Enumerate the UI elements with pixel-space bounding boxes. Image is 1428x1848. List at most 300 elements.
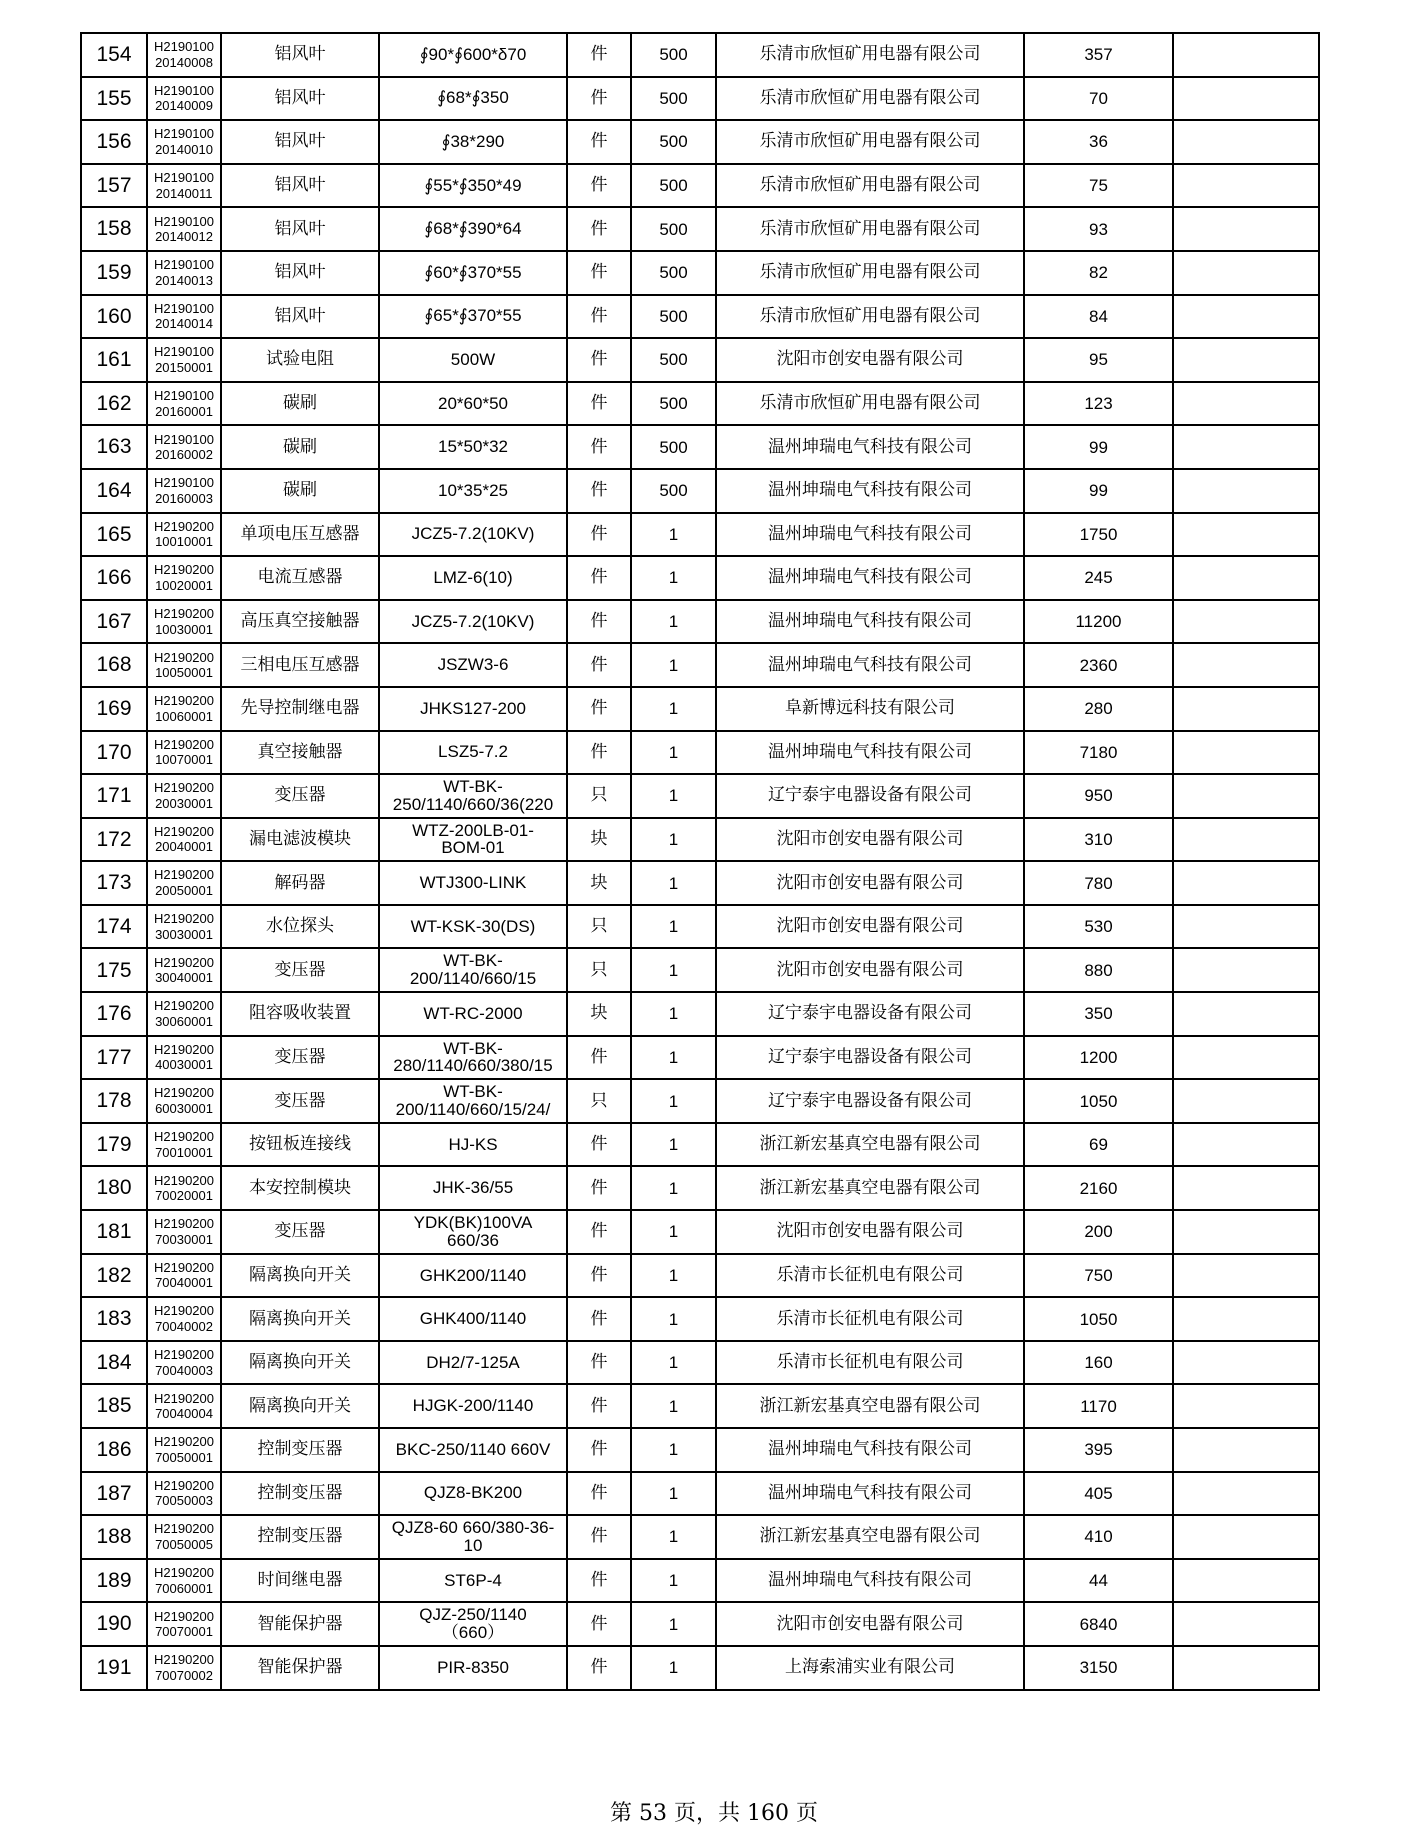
code-line-1: H2190200 [154,998,214,1014]
table-row [81,1079,1319,1123]
table-row [81,164,1319,208]
item-name-cell: 智能保护器 [221,1602,379,1646]
table-row [81,1297,1319,1341]
price-cell: 36 [1024,120,1173,164]
quantity-cell: 500 [631,77,716,121]
supplier-cell: 乐清市欣恒矿用电器有限公司 [716,120,1024,164]
row-number-cell: 189 [81,1559,147,1603]
table-row [81,382,1319,426]
item-name-cell: 单项电压互感器 [221,513,379,557]
material-code-cell [147,1559,221,1603]
code-line-2: 20140010 [155,141,213,157]
price-cell: 2160 [1024,1166,1173,1210]
price-cell: 1170 [1024,1384,1173,1428]
supplier-cell: 辽宁泰宇电器设备有限公司 [716,774,1024,818]
price-cell: 280 [1024,687,1173,731]
material-code-cell [147,1515,221,1559]
code-line-2: 70030001 [155,1231,213,1247]
code-line-1: H2190200 [154,1259,214,1275]
material-code-cell [147,251,221,295]
remark-cell [1173,1036,1319,1080]
price-cell: 395 [1024,1428,1173,1472]
price-cell: 410 [1024,1515,1173,1559]
unit-cell: 件 [567,1297,631,1341]
quantity-cell: 1 [631,1036,716,1080]
code-line-2: 20140013 [155,272,213,288]
code-line-2: 10050001 [155,665,213,681]
code-line-1: H2190200 [154,1608,214,1624]
row-number-cell: 163 [81,425,147,469]
quantity-cell: 1 [631,1166,716,1210]
code-line-2: 10030001 [155,621,213,637]
material-code-cell [147,1210,221,1254]
quantity-cell: 1 [631,1428,716,1472]
specification-cell: JCZ5-7.2(10KV) [379,600,567,644]
price-cell: 780 [1024,861,1173,905]
table-row [81,425,1319,469]
supplier-cell: 乐清市欣恒矿用电器有限公司 [716,251,1024,295]
specification-cell: WT-BK- 200/1140/660/15 [379,948,567,992]
table-row [81,1559,1319,1603]
code-line-1: H2190200 [154,649,214,665]
row-number-cell: 161 [81,338,147,382]
code-line-2: 10060001 [155,708,213,724]
remark-cell [1173,1384,1319,1428]
row-number-cell: 166 [81,556,147,600]
remark-cell [1173,425,1319,469]
remark-cell [1173,1602,1319,1646]
specification-cell: HJGK-200/1140 [379,1384,567,1428]
price-cell: 880 [1024,948,1173,992]
supplier-cell: 温州坤瑞电气科技有限公司 [716,513,1024,557]
row-number-cell: 159 [81,251,147,295]
table-row [81,643,1319,687]
remark-cell [1173,382,1319,426]
supplier-cell: 温州坤瑞电气科技有限公司 [716,469,1024,513]
code-line-1: H2190200 [154,518,214,534]
price-cell: 1200 [1024,1036,1173,1080]
specification-cell: ∮65*∮370*55 [379,295,567,339]
specification-cell: JCZ5-7.2(10KV) [379,513,567,557]
price-cell: 245 [1024,556,1173,600]
row-number-cell: 183 [81,1297,147,1341]
code-line-1: H2190200 [154,1085,214,1101]
row-number-cell: 180 [81,1166,147,1210]
supplier-cell: 辽宁泰宇电器设备有限公司 [716,1079,1024,1123]
row-number-cell: 165 [81,513,147,557]
quantity-cell: 500 [631,251,716,295]
page-footer: 第 53 页，共 160 页 [610,1801,818,1826]
item-name-cell: 碳刷 [221,425,379,469]
quantity-cell: 1 [631,1210,716,1254]
price-cell: 357 [1024,33,1173,77]
code-line-2: 70040002 [155,1319,213,1335]
specification-cell: 10*35*25 [379,469,567,513]
code-line-1: H2190200 [154,780,214,796]
price-table [80,32,1320,1691]
unit-cell: 件 [567,1210,631,1254]
row-number-cell: 156 [81,120,147,164]
supplier-cell: 温州坤瑞电气科技有限公司 [716,731,1024,775]
code-line-1: H2190100 [154,39,214,55]
code-line-2: 70070002 [155,1667,213,1683]
material-code-cell [147,600,221,644]
item-name-cell: 变压器 [221,1079,379,1123]
quantity-cell: 1 [631,861,716,905]
supplier-cell: 浙江新宏基真空电器有限公司 [716,1166,1024,1210]
code-line-1: H2190200 [154,1216,214,1232]
material-code-cell [147,469,221,513]
supplier-cell: 温州坤瑞电气科技有限公司 [716,556,1024,600]
quantity-cell: 1 [631,1297,716,1341]
remark-cell [1173,77,1319,121]
remark-cell [1173,818,1319,862]
code-line-2: 30040001 [155,970,213,986]
price-cell: 75 [1024,164,1173,208]
specification-cell: ∮60*∮370*55 [379,251,567,295]
specification-cell: QJZ8-60 660/380-36- 10 [379,1515,567,1559]
material-code-cell [147,556,221,600]
unit-cell: 件 [567,469,631,513]
specification-cell: ∮55*∮350*49 [379,164,567,208]
code-line-1: H2190200 [154,867,214,883]
supplier-cell: 乐清市欣恒矿用电器有限公司 [716,207,1024,251]
item-name-cell: 阻容吸收装置 [221,992,379,1036]
table-row [81,948,1319,992]
price-cell: 1050 [1024,1079,1173,1123]
material-code-cell [147,120,221,164]
row-number-cell: 190 [81,1602,147,1646]
table-row [81,120,1319,164]
code-line-1: H2190200 [154,1564,214,1580]
remark-cell [1173,1079,1319,1123]
quantity-cell: 1 [631,687,716,731]
table-row [81,1036,1319,1080]
specification-cell: LMZ-6(10) [379,556,567,600]
unit-cell: 件 [567,1254,631,1298]
code-line-2: 70050001 [155,1449,213,1465]
code-line-1: H2190200 [154,1434,214,1450]
row-number-cell: 184 [81,1341,147,1385]
item-name-cell: 控制变压器 [221,1472,379,1516]
quantity-cell: 1 [631,1123,716,1167]
price-cell: 405 [1024,1472,1173,1516]
remark-cell [1173,469,1319,513]
table-row [81,687,1319,731]
price-cell: 99 [1024,425,1173,469]
specification-cell: JHKS127-200 [379,687,567,731]
supplier-cell: 温州坤瑞电气科技有限公司 [716,425,1024,469]
price-cell: 750 [1024,1254,1173,1298]
code-line-1: H2190100 [154,126,214,142]
unit-cell: 件 [567,731,631,775]
material-code-cell [147,818,221,862]
price-cell: 70 [1024,77,1173,121]
item-name-cell: 先导控制继电器 [221,687,379,731]
code-line-2: 70010001 [155,1144,213,1160]
material-code-cell [147,1297,221,1341]
row-number-cell: 182 [81,1254,147,1298]
table-row [81,338,1319,382]
quantity-cell: 500 [631,469,716,513]
material-code-cell [147,687,221,731]
row-number-cell: 164 [81,469,147,513]
row-number-cell: 187 [81,1472,147,1516]
remark-cell [1173,33,1319,77]
remark-cell [1173,1428,1319,1472]
specification-cell: 500W [379,338,567,382]
supplier-cell: 辽宁泰宇电器设备有限公司 [716,1036,1024,1080]
material-code-cell [147,207,221,251]
quantity-cell: 1 [631,556,716,600]
row-number-cell: 168 [81,643,147,687]
supplier-cell: 沈阳市创安电器有限公司 [716,338,1024,382]
supplier-cell: 沈阳市创安电器有限公司 [716,905,1024,949]
code-line-1: H2190200 [154,1303,214,1319]
code-line-1: H2190200 [154,736,214,752]
row-number-cell: 191 [81,1646,147,1690]
remark-cell [1173,774,1319,818]
price-cell: 1750 [1024,513,1173,557]
unit-cell: 块 [567,818,631,862]
price-cell: 84 [1024,295,1173,339]
quantity-cell: 500 [631,164,716,208]
item-name-cell: 电流互感器 [221,556,379,600]
table-body [81,33,1319,1690]
material-code-cell [147,948,221,992]
remark-cell [1173,905,1319,949]
material-code-cell [147,425,221,469]
row-number-cell: 185 [81,1384,147,1428]
price-cell: 160 [1024,1341,1173,1385]
quantity-cell: 500 [631,33,716,77]
unit-cell: 件 [567,207,631,251]
table-row [81,600,1319,644]
price-cell: 93 [1024,207,1173,251]
unit-cell: 件 [567,382,631,426]
code-line-2: 20140011 [155,185,213,201]
unit-cell: 件 [567,295,631,339]
item-name-cell: 碳刷 [221,469,379,513]
specification-cell: WT-RC-2000 [379,992,567,1036]
row-number-cell: 175 [81,948,147,992]
code-line-1: H2190100 [154,387,214,403]
row-number-cell: 162 [81,382,147,426]
code-line-2: 20140012 [155,229,213,245]
code-line-2: 10010001 [155,534,213,550]
table-row [81,251,1319,295]
row-number-cell: 178 [81,1079,147,1123]
supplier-cell: 沈阳市创安电器有限公司 [716,818,1024,862]
code-line-2: 20160002 [155,447,213,463]
material-code-cell [147,338,221,382]
remark-cell [1173,251,1319,295]
code-line-1: H2190100 [154,344,214,360]
item-name-cell: 隔离换向开关 [221,1341,379,1385]
specification-cell: WT-BK- 280/1140/660/380/15 [379,1036,567,1080]
quantity-cell: 1 [631,1472,716,1516]
row-number-cell: 188 [81,1515,147,1559]
table-row [81,207,1319,251]
unit-cell: 件 [567,687,631,731]
table-row [81,556,1319,600]
unit-cell: 件 [567,120,631,164]
table-row [81,77,1319,121]
code-line-2: 30060001 [155,1013,213,1029]
remark-cell [1173,338,1319,382]
table-row [81,731,1319,775]
item-name-cell: 隔离换向开关 [221,1384,379,1428]
material-code-cell [147,77,221,121]
code-line-2: 70040003 [155,1362,213,1378]
item-name-cell: 变压器 [221,1036,379,1080]
table-row [81,1166,1319,1210]
row-number-cell: 160 [81,295,147,339]
row-number-cell: 155 [81,77,147,121]
unit-cell: 只 [567,774,631,818]
material-code-cell [147,1428,221,1472]
material-code-cell [147,774,221,818]
material-code-cell [147,1341,221,1385]
price-cell: 3150 [1024,1646,1173,1690]
item-name-cell: 智能保护器 [221,1646,379,1690]
table-row [81,1602,1319,1646]
code-line-1: H2190200 [154,1390,214,1406]
remark-cell [1173,513,1319,557]
material-code-cell [147,1602,221,1646]
unit-cell: 件 [567,1646,631,1690]
unit-cell: 件 [567,1472,631,1516]
price-cell: 123 [1024,382,1173,426]
row-number-cell: 172 [81,818,147,862]
item-name-cell: 铝风叶 [221,164,379,208]
code-line-2: 70060001 [155,1580,213,1596]
item-name-cell: 变压器 [221,948,379,992]
quantity-cell: 500 [631,425,716,469]
quantity-cell: 1 [631,731,716,775]
material-code-cell [147,164,221,208]
specification-cell: YDK(BK)100VA 660/36 [379,1210,567,1254]
code-line-1: H2190200 [154,954,214,970]
code-line-2: 70050003 [155,1493,213,1509]
price-cell: 1050 [1024,1297,1173,1341]
item-name-cell: 隔离换向开关 [221,1297,379,1341]
row-number-cell: 157 [81,164,147,208]
specification-cell: HJ-KS [379,1123,567,1167]
remark-cell [1173,295,1319,339]
code-line-1: H2190200 [154,1521,214,1537]
code-line-2: 20150001 [155,359,213,375]
supplier-cell: 乐清市欣恒矿用电器有限公司 [716,382,1024,426]
specification-cell: LSZ5-7.2 [379,731,567,775]
table-row [81,513,1319,557]
row-number-cell: 181 [81,1210,147,1254]
remark-cell [1173,1559,1319,1603]
table-row [81,818,1319,862]
unit-cell: 件 [567,164,631,208]
code-line-2: 70020001 [155,1188,213,1204]
specification-cell: GHK200/1140 [379,1254,567,1298]
remark-cell [1173,1472,1319,1516]
material-code-cell [147,1254,221,1298]
specification-cell: 20*60*50 [379,382,567,426]
item-name-cell: 铝风叶 [221,120,379,164]
table-row [81,1254,1319,1298]
item-name-cell: 本安控制模块 [221,1166,379,1210]
code-line-2: 20160001 [155,403,213,419]
table-row [81,992,1319,1036]
remark-cell [1173,948,1319,992]
item-name-cell: 按钮板连接线 [221,1123,379,1167]
material-code-cell [147,1166,221,1210]
material-code-cell [147,33,221,77]
unit-cell: 件 [567,251,631,295]
supplier-cell: 浙江新宏基真空电器有限公司 [716,1123,1024,1167]
table-row [81,1341,1319,1385]
quantity-cell: 1 [631,643,716,687]
table-row [81,1472,1319,1516]
remark-cell [1173,164,1319,208]
remark-cell [1173,1297,1319,1341]
item-name-cell: 解码器 [221,861,379,905]
supplier-cell: 温州坤瑞电气科技有限公司 [716,600,1024,644]
supplier-cell: 乐清市长征机电有限公司 [716,1341,1024,1385]
quantity-cell: 1 [631,905,716,949]
unit-cell: 件 [567,1166,631,1210]
code-line-2: 70070001 [155,1624,213,1640]
row-number-cell: 186 [81,1428,147,1472]
table-row [81,1646,1319,1690]
code-line-1: H2190200 [154,823,214,839]
item-name-cell: 铝风叶 [221,207,379,251]
code-line-1: H2190200 [154,693,214,709]
remark-cell [1173,992,1319,1036]
row-number-cell: 169 [81,687,147,731]
table-row [81,1384,1319,1428]
material-code-cell [147,992,221,1036]
code-line-1: H2190200 [154,911,214,927]
supplier-cell: 温州坤瑞电气科技有限公司 [716,1559,1024,1603]
code-line-1: H2190200 [154,562,214,578]
item-name-cell: 隔离换向开关 [221,1254,379,1298]
supplier-cell: 乐清市欣恒矿用电器有限公司 [716,295,1024,339]
material-code-cell [147,1384,221,1428]
code-line-1: H2190100 [154,213,214,229]
quantity-cell: 500 [631,382,716,426]
remark-cell [1173,600,1319,644]
quantity-cell: 1 [631,1341,716,1385]
code-line-2: 10020001 [155,577,213,593]
material-code-cell [147,1123,221,1167]
code-line-2: 20140009 [155,98,213,114]
supplier-cell: 辽宁泰宇电器设备有限公司 [716,992,1024,1036]
specification-cell: DH2/7-125A [379,1341,567,1385]
unit-cell: 件 [567,600,631,644]
table-row [81,33,1319,77]
supplier-cell: 温州坤瑞电气科技有限公司 [716,1428,1024,1472]
row-number-cell: 176 [81,992,147,1036]
item-name-cell: 变压器 [221,774,379,818]
code-line-2: 40030001 [155,1057,213,1073]
remark-cell [1173,1210,1319,1254]
supplier-cell: 温州坤瑞电气科技有限公司 [716,643,1024,687]
supplier-cell: 阜新博远科技有限公司 [716,687,1024,731]
code-line-2: 10070001 [155,752,213,768]
table-row [81,774,1319,818]
quantity-cell: 500 [631,295,716,339]
code-line-1: H2190100 [154,431,214,447]
row-number-cell: 173 [81,861,147,905]
